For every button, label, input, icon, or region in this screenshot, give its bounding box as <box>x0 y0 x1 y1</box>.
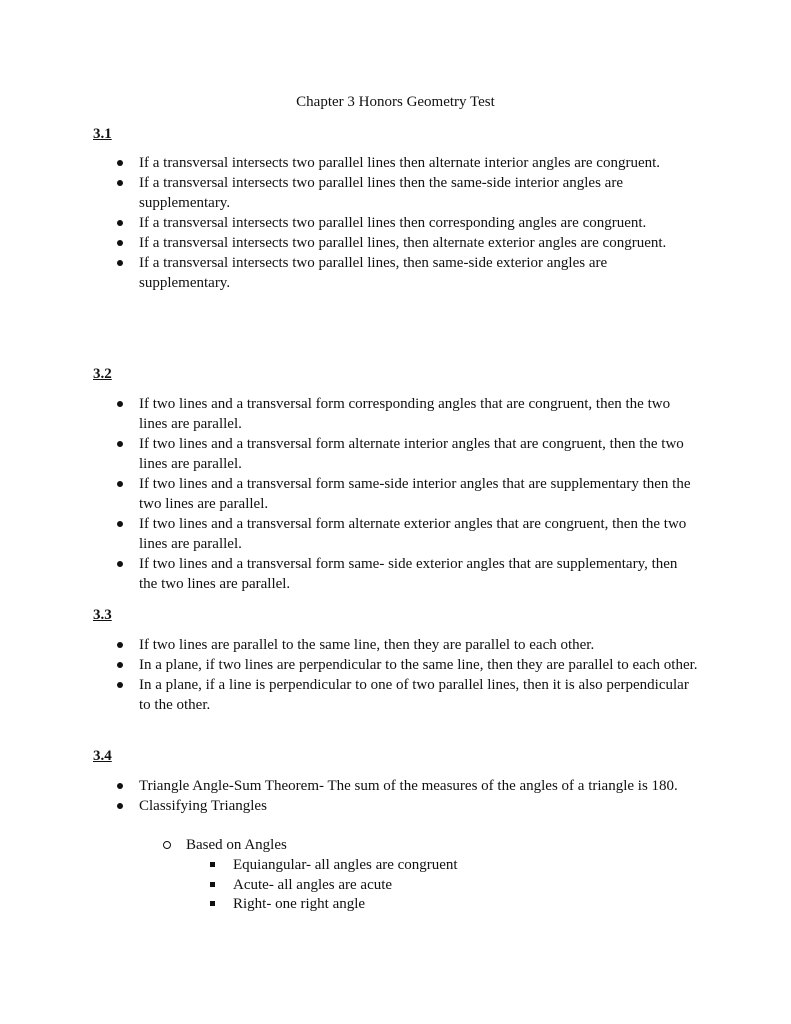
bullet-icon <box>117 441 123 447</box>
list-item: If two lines and a transversal form same- side exterior angles that are supplementary, then the two lines are parallel. <box>0 554 699 594</box>
list-item: If two lines and a transversal form same-side interior angles that are supplementary then the two lines are parallel. <box>0 474 699 514</box>
section-3-4-list <box>0 776 699 816</box>
bullet-icon <box>117 682 123 688</box>
bullet-icon <box>117 481 123 487</box>
hollow-bullet-icon <box>163 841 171 849</box>
list-item: In a plane, if two lines are perpendicular to the same line, then they are parallel to each other. <box>0 655 699 675</box>
section-3-2-list <box>0 394 699 594</box>
square-bullet-icon <box>210 901 215 906</box>
section-heading-3-3: 3.3 <box>93 607 112 623</box>
sub-sub-list-item: Right- one right angle <box>233 894 365 914</box>
bullet-icon <box>117 521 123 527</box>
list-item: If two lines and a transversal form alternate interior angles that are congruent, then the two lines are parallel. <box>0 434 699 474</box>
bullet-icon <box>117 220 123 226</box>
sub-sub-list-item: Equiangular- all angles are congruent <box>233 855 458 875</box>
section-heading-3-1: 3.1 <box>93 126 112 142</box>
list-item: Classifying Triangles <box>0 796 699 816</box>
bullet-icon <box>117 180 123 186</box>
section-3-1-list <box>0 153 699 293</box>
list-item: If a transversal intersects two parallel lines, then same-side exterior angles are supplementary. <box>0 253 699 293</box>
square-bullet-icon <box>210 882 215 887</box>
bullet-icon <box>117 803 123 809</box>
list-item: If a transversal intersects two parallel lines, then alternate exterior angles are congruent. <box>0 233 699 253</box>
sub-list-item: Based on Angles <box>186 835 287 855</box>
bullet-icon <box>117 160 123 166</box>
list-item: If a transversal intersects two parallel lines then the same-side interior angles are supplementary. <box>0 173 699 213</box>
section-heading-3-4: 3.4 <box>93 748 112 764</box>
bullet-icon <box>117 260 123 266</box>
bullet-icon <box>117 561 123 567</box>
bullet-icon <box>117 401 123 407</box>
sub-sub-list-item: Acute- all angles are acute <box>233 875 392 895</box>
list-item: In a plane, if a line is perpendicular to one of two parallel lines, then it is also perpendicular to the other. <box>0 675 699 715</box>
list-item: Triangle Angle-Sum Theorem- The sum of the measures of the angles of a triangle is 180. <box>0 776 699 796</box>
bullet-icon <box>117 240 123 246</box>
list-item: If two lines and a transversal form corresponding angles that are congruent, then the two lines are parallel. <box>0 394 699 434</box>
section-heading-3-2: 3.2 <box>93 366 112 382</box>
square-bullet-icon <box>210 862 215 867</box>
list-item: If a transversal intersects two parallel lines then corresponding angles are congruent. <box>0 213 699 233</box>
list-item: If two lines are parallel to the same line, then they are parallel to each other. <box>0 635 699 655</box>
list-item: If a transversal intersects two parallel lines then alternate interior angles are congruent. <box>0 153 699 173</box>
bullet-icon <box>117 642 123 648</box>
page-title: Chapter 3 Honors Geometry Test <box>296 94 495 110</box>
section-3-3-list <box>0 635 699 715</box>
bullet-icon <box>117 783 123 789</box>
bullet-icon <box>117 662 123 668</box>
list-item: If two lines and a transversal form alternate exterior angles that are congruent, then the two lines are parallel. <box>0 514 699 554</box>
